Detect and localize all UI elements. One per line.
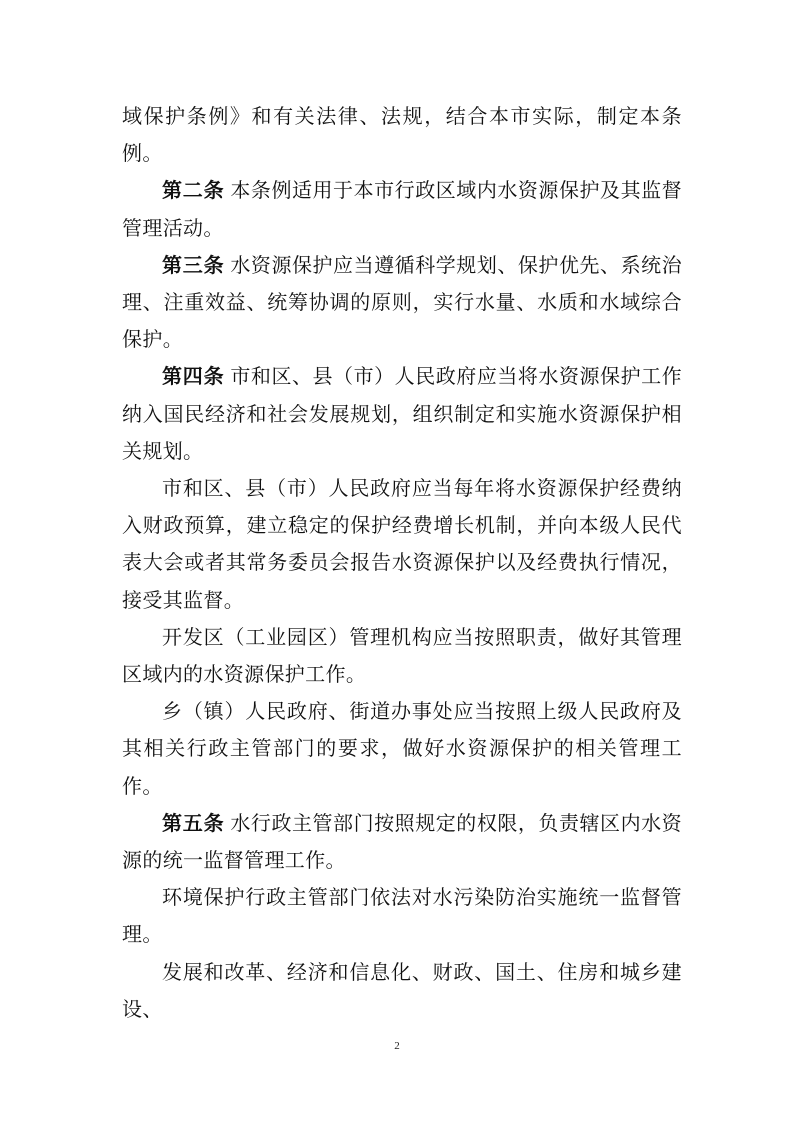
paragraph-text: 发展和改革、经济和信息化、财政、国土、住房和城乡建设、: [122, 959, 682, 1021]
article-5-clause-3: [122, 954, 682, 1028]
article-heading: 第四条: [162, 364, 225, 389]
paragraph-text: 环境保护行政主管部门依法对水污染防治实施统一监督管理。: [122, 885, 682, 947]
article-5: [122, 805, 682, 879]
page-number: 2: [394, 1040, 400, 1052]
article-2: [122, 172, 682, 246]
article-4-clause-4: [122, 693, 682, 805]
article-4-clause-3: [122, 619, 682, 693]
paragraph-text: 水资源保护应当遵循科学规划、保护优先、系统治理、注重效益、统筹协调的原则，实行水量、水质和水域综合保护。: [122, 252, 682, 352]
article-4-clause-2: [122, 470, 682, 619]
article-4: [122, 358, 682, 470]
paragraph-text: 乡（镇）人民政府、街道办事处应当按照上级人民政府及其相关行政主管部门的要求，做好水资源保护的相关管理工作。: [122, 699, 682, 798]
article-5-clause-2: [122, 879, 682, 953]
paragraph-text: 域保护条例》和有关法律、法规，结合本市实际，制定本条例。: [122, 104, 682, 166]
paragraph-text: 水行政主管部门按照规定的权限，负责辖区内水资源的统一监督管理工作。: [122, 810, 682, 873]
paragraph-continuation: [122, 98, 682, 172]
paragraph-text: 本条例适用于本市行政区域内水资源保护及其监督管理活动。: [122, 178, 682, 240]
article-heading: 第五条: [162, 810, 225, 835]
paragraph-text: 开发区（工业园区）管理机构应当按照职责，做好其管理区域内的水资源保护工作。: [122, 624, 682, 687]
document-body: [122, 98, 682, 1028]
paragraph-text: 市和区、县（市）人民政府应当将水资源保护工作纳入国民经济和社会发展规划，组织制定和实施水资源保护相关规划。: [122, 364, 682, 463]
article-heading: 第二条: [162, 178, 225, 203]
paragraph-text: 市和区、县（市）人民政府应当每年将水资源保护经费纳入财政预算，建立稳定的保护经费增长机制，并向本级人民代表大会或者其常务委员会报告水资源保护以及经费执行情况，接受其监督。: [122, 476, 682, 612]
article-3: [122, 247, 682, 359]
article-heading: 第三条: [162, 252, 225, 277]
